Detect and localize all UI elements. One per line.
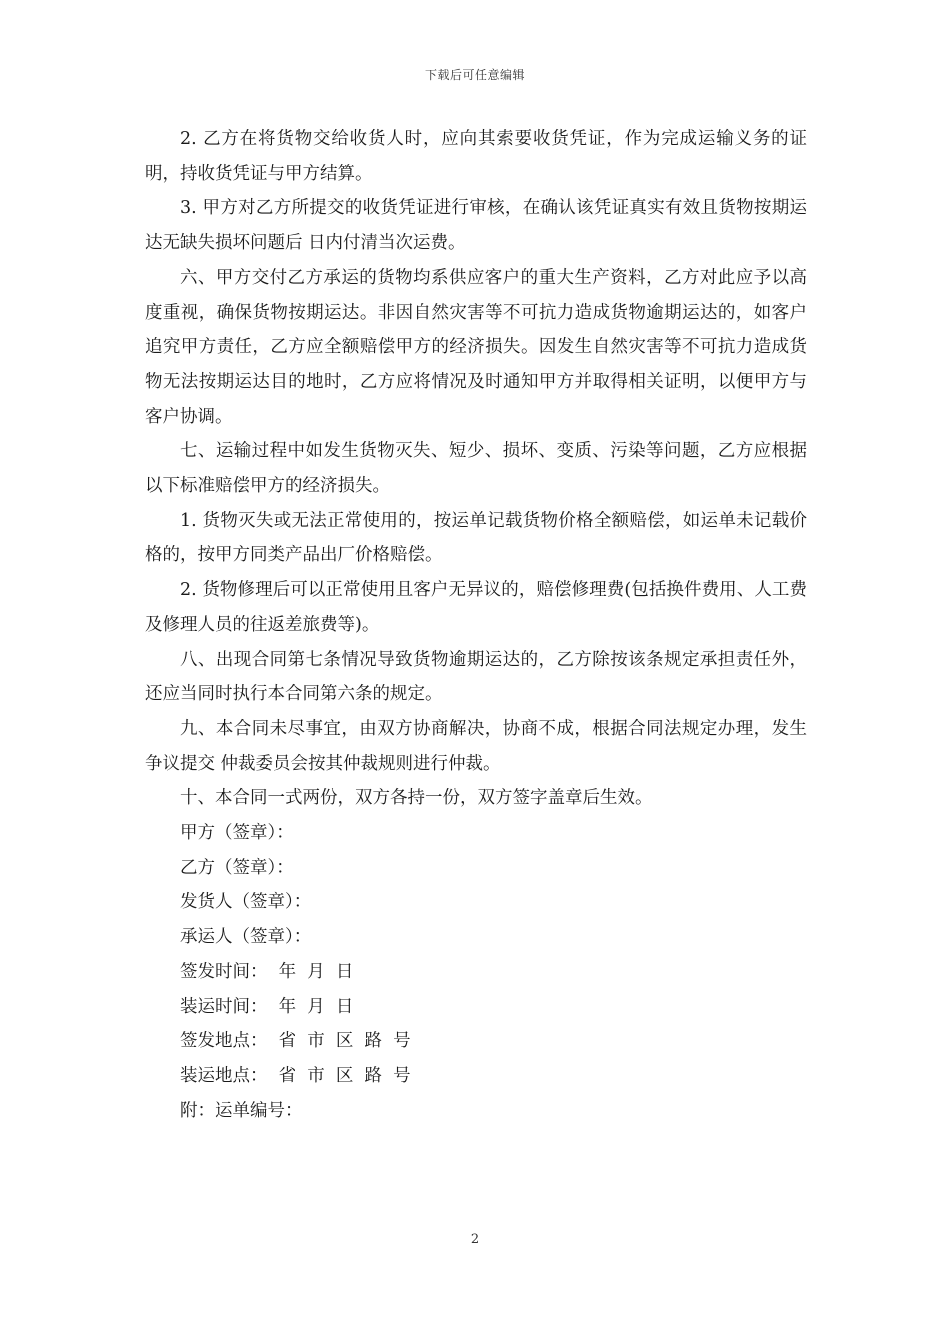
clause-paragraph: 2. 货物修理后可以正常使用且客户无异议的，赔偿修理费(包括换件费用、人工费及修理人员的往返差旅费等)。 [145,580,807,635]
party-b-signature-line: 乙方（签章）： [180,857,294,878]
page-number: 2 [470,1232,480,1247]
clause-paragraph: 八、出现合同第七条情况导致货物逾期运达的，乙方除按该条规定承担责任外，还应当同时执行本合同第六条的规定。 [145,649,807,705]
consignor-signature-line: 发货人（签章）： [180,892,312,913]
clause-paragraph: 十、本合同一式两份，双方各持一份，双方签字盖章后生效。 [180,788,653,809]
document-body [145,122,807,1128]
clause-paragraph: 六、甲方交付乙方承运的货物均系供应客户的重大生产资料，乙方对此应予以高度重视，确保货物按期运达。非因自然灾害等不可抗力造成货物逾期运达的，如客户追究甲方责任，乙方应全额赔偿甲方的经济损失。因发生自然灾害等不可抗力造成货物无法按期运达目的地时，乙方应将情况及时通知甲方并取得相关证明，以便甲方与客户协调。 [145,267,807,427]
loading-place-line: 装运地点： 省 市 区 路 号 [180,1065,411,1086]
issue-place-line: 签发地点： 省 市 区 路 号 [180,1031,411,1052]
waybill-number-line: 附：运单编号： [180,1100,303,1121]
party-a-signature-line: 甲方（签章）： [180,823,294,844]
clause-paragraph: 1. 货物灭失或无法正常使用的，按运单记载货物价格全额赔偿，如运单未记载价格的，按甲方同类产品出厂价格赔偿。 [145,510,807,566]
issue-time-line: 签发时间： 年 月 日 [180,961,354,982]
clause-paragraph: 2. 乙方在将货物交给收货人时，应向其索要收货凭证，作为完成运输义务的证明，持收货凭证与甲方结算。 [145,129,807,184]
clause-paragraph: 七、运输过程中如发生货物灭失、短少、损坏、变质、污染等问题，乙方应根据以下标准赔偿甲方的经济损失。 [145,441,807,497]
page-header: 下载后可任意编辑 [424,68,525,82]
clause-paragraph: 九、本合同未尽事宜，由双方协商解决，协商不成，根据合同法规定办理，发生争议提交 仲裁委员会按其仲裁规则进行仲裁。 [145,718,807,774]
carrier-signature-line: 承运人（签章）： [180,927,312,948]
loading-time-line: 装运时间： 年 月 日 [180,996,354,1017]
clause-paragraph: 3. 甲方对乙方所提交的收货凭证进行审核，在确认该凭证真实有效且货物按期运达无缺失损坏问题后 日内付清当次运费。 [145,198,807,254]
